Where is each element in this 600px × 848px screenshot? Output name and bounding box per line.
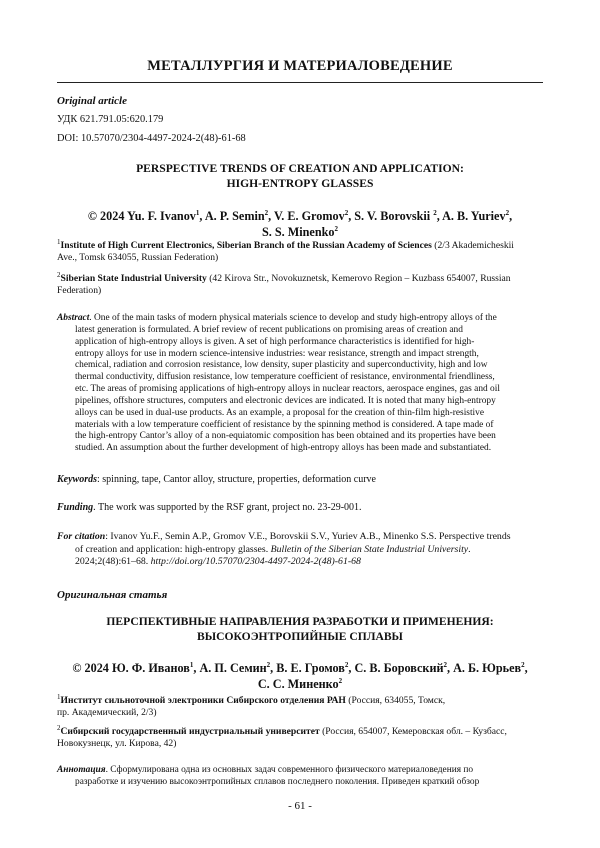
affiliation-1-ru: $^1$Институт сильноточной электроники Сибирского отделения РАН (Россия, 634055, Томск, пр. Академический, 2/3): [57, 692, 446, 719]
affiliation-2-ru: $^2$Сибирский государственный индустриальный университет (Россия, 654007, Кемеровская обл. – Кузбасс, Новокузнецк, ул. Кирова, 42): [57, 723, 507, 750]
authors-ru: © 2024 Ю. Ф. Иванов$^1$, А. П. Семин$^2$, В. Е. Громов$^2$, С. В. Боровский$^2$, А. Б. Юрьев$^2$, С. С. Миненко$^2$: [72, 660, 528, 691]
funding-en: Funding. The work was supported by the RSF grant, project no. 23-29-001.: [57, 502, 362, 513]
title-ru: ПЕРСПЕКТИВНЫЕ НАПРАВЛЕНИЯ РАЗРАБОТКИ И ПРИМЕНЕНИЯ: ВЫСОКОЭНТРОПИЙНЫЕ СПЛАВЫ: [106, 615, 494, 643]
keywords-en: Keywords: spinning, tape, Cantor alloy, structure, properties, deformation curve: [57, 474, 376, 485]
title-en: PERSPECTIVE TRENDS OF CREATION AND APPLICATION: HIGH-ENTROPY GLASSES: [136, 162, 464, 190]
author: А. Б. Юрьев: [453, 661, 522, 675]
abstract-label: Abstract: [57, 313, 90, 323]
journal-section-title: МЕТАЛЛУРГИЯ И МАТЕРИАЛОВЕДЕНИЕ: [147, 58, 453, 74]
author: A. B. Yuriev: [442, 209, 506, 223]
citation-en: For citation: Ivanov Yu.F., Semin A.P., Gromov V.E., Borovskii S.V., Yuriev A.B., Minenko S.S. Perspective trends of creation and application: high-entropy glasses. Bulletin of the Siberian State Industrial University. 2024;2(48):61–68. http://doi.org/10.57070/2304-4497-2024-2(48)-61-68: [57, 531, 511, 568]
header-rule: [57, 82, 543, 83]
author: В. Е. Громов: [276, 661, 345, 675]
abstract-ru: Аннотация. Сформулирована одна из основных задач современного физического материаловедения по разработке и изучению высокоэнтропийных сплавов последнего поколения. Приведен краткий обзор: [57, 765, 480, 787]
author: А. П. Семин: [199, 661, 267, 675]
article-type-en: Original article: [57, 95, 127, 107]
author: V. E. Gromov: [274, 209, 345, 223]
citation-doi-link[interactable]: http://doi.org/10.57070/2304-4497-2024-2(48)-61-68: [150, 556, 361, 568]
page-number: - 61 -: [288, 800, 312, 812]
author: A. P. Semin: [204, 209, 265, 223]
author: С. С. Миненко: [257, 677, 339, 691]
author: S. S. Minenko: [262, 225, 335, 239]
doi: DOI: 10.57070/2304-4497-2024-2(48)-61-68: [57, 133, 246, 144]
author: С. В. Боровский: [354, 661, 444, 675]
udc: УДК 621.791.05:620.179: [57, 114, 164, 125]
abstract-en: Abstract. One of the main tasks of modern physical materials science to develop and study high-entropy alloys of the latest generation is formulated. A brief review of recent publications on promising areas of creation and application of high-entropy alloys is given. A set of high performance characteristics is identified for high- entropy alloys for use in modern science-intensive industries: wear resistance, strength and impact strength, chemical, radiation and corrosion resistance, low density, super plasticity and superconductivity, high and low thermal conductivity, diffusion resistance, low temperature coefficient of resistance, environmental friendliness, etc. The areas of promising applications of high-entropy alloys in nuclear reactors, aerospace engines, gas and oil pipelines, offshore structures, computers and electronic devices are indicated. It is noted that many high-entropy alloys can be used in dual-use products. As an example, a proposal for the creation of thin-film high-resistive materials with a low temperature coefficient of resistance by the spinning method is considered. A tape made of the high-entropy Cantor’s alloy of a non-equiatomic composition has been obtained and its properties have been studied. An assumption about the further development of high-entropy alloys has been made and substantiated.: [57, 313, 500, 454]
author: Ю. Ф. Иванов: [111, 661, 190, 675]
author: S. V. Borovskii: [354, 209, 434, 223]
affiliation-2-en: $^2$Siberian State Industrial University (42 Kirova Str., Novokuznetsk, Kemerovo Region – Kuzbass 654007, Russian Federation): [57, 270, 511, 297]
authors-en: © 2024 Yu. F. Ivanov$^1$, A. P. Semin$^2$, V. E. Gromov$^2$, S. V. Borovskii $^2$, A. B. Yuriev$^2$, S. S. Minenko$^2$: [87, 208, 513, 239]
article-type-ru: Оригинальная статья: [57, 589, 168, 601]
author: Yu. F. Ivanov: [127, 209, 196, 223]
affiliation-1-en: $^1$Institute of High Current Electronics, Siberian Branch of the Russian Academy of Sciences (2/3 Akademicheskii Ave., Tomsk 634055, Russian Federation): [57, 237, 514, 264]
